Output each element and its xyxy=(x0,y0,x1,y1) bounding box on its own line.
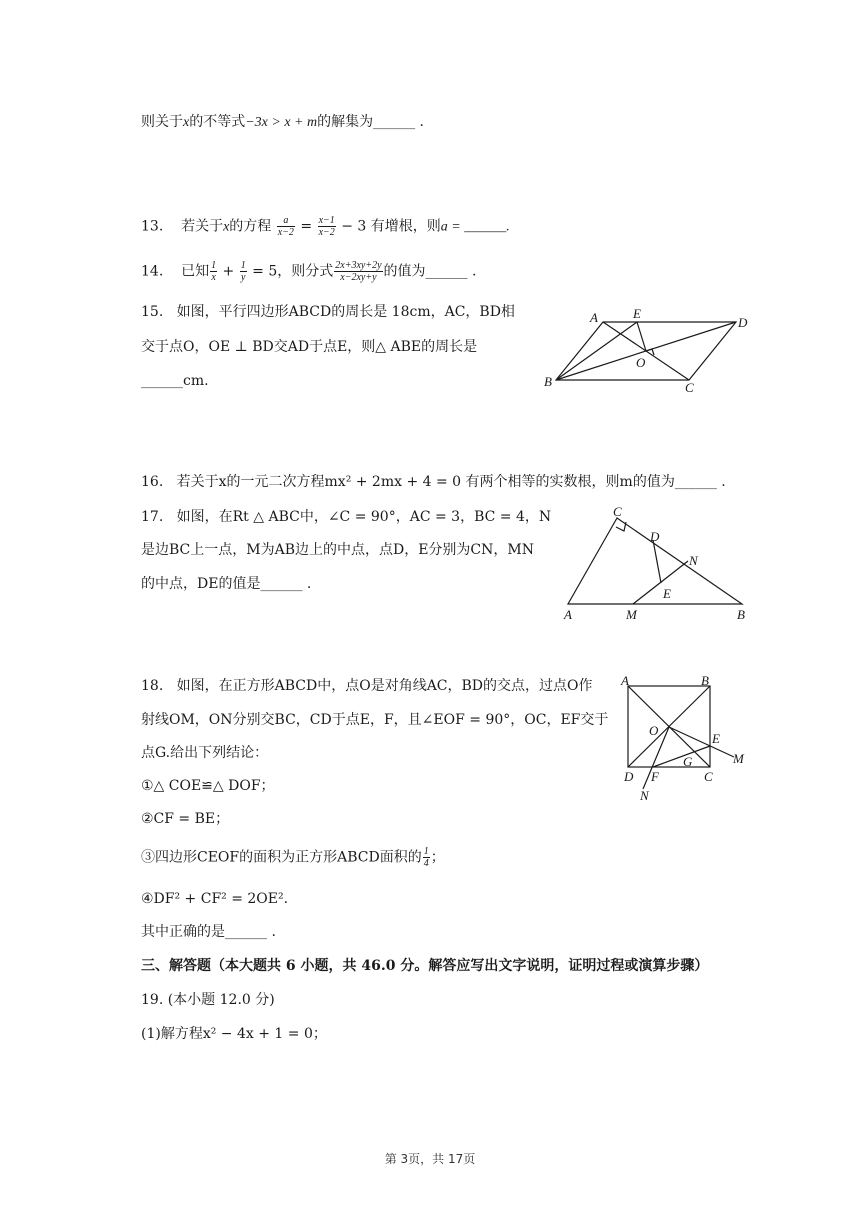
q13-f1-den: x−2 xyxy=(277,227,294,238)
c3-suffix: ； xyxy=(430,849,445,866)
parallelogram-figure xyxy=(538,305,758,397)
label-f: F xyxy=(651,769,659,784)
q14-f2-den: y xyxy=(240,272,246,283)
segment-de xyxy=(653,540,661,583)
label-n: N xyxy=(689,553,698,568)
label-m: M xyxy=(626,607,637,622)
q13-equals: = xyxy=(300,218,313,235)
q14-f3-den: x−2xy+y xyxy=(340,272,377,283)
label-e: E xyxy=(663,586,671,601)
question-18-line-3: 点G.给出下列结论： xyxy=(141,745,269,761)
q13-fraction-1 xyxy=(277,215,295,238)
q14-fraction-3 xyxy=(334,260,382,283)
q14-f2-num: 1 xyxy=(240,260,246,271)
question-17-line-2: 是边BC上一点，M为AB边上的中点，点D，E分别为CN，MN xyxy=(141,542,534,558)
conclusion-2: ②CF = BE； xyxy=(141,811,230,827)
conclusion-3 xyxy=(141,846,445,869)
c3-fraction xyxy=(423,846,430,869)
label-c: C xyxy=(613,505,622,519)
q12-expr: −3x > x + m xyxy=(245,115,318,130)
q15-number: 15. xyxy=(141,304,164,320)
label-d: D xyxy=(624,769,634,784)
q15-text-1: 如图，平行四边形ABCD的周长是 18cm，AC，BD相 xyxy=(176,304,515,320)
label-e: E xyxy=(633,306,641,321)
c3-prefix: ③四边形CEOF的面积为正方形ABCD面积的 xyxy=(141,849,422,866)
label-d: D xyxy=(738,315,748,330)
q14-fraction-2 xyxy=(240,260,247,283)
q12-suffix: 的解集为______ . xyxy=(317,114,425,130)
question-15-line-1 xyxy=(141,302,515,322)
q13-prefix: 若关于 xyxy=(181,218,224,235)
q18-ask: 其中正确的是______ . xyxy=(141,924,276,940)
q17-number: 17. xyxy=(141,509,164,525)
conclusion-4: ④DF² + CF² = 2OE². xyxy=(141,891,289,907)
right-triangle-figure xyxy=(556,505,756,625)
q12-tail-line xyxy=(141,112,424,133)
question-17-line-3: 的中点，DE的值是______ . xyxy=(141,576,312,592)
q13-f2-den: x−2 xyxy=(318,227,335,238)
c3-den: 4 xyxy=(423,858,429,869)
c3-num: 1 xyxy=(423,846,429,857)
label-c: C xyxy=(685,380,694,395)
q17-text-1: 如图，在Rt △ ABC中，∠C = 90°，AC = 3，BC = 4，N xyxy=(176,509,552,525)
q12-prefix: 则关于 xyxy=(141,114,183,130)
q13-answer: a = ______. xyxy=(440,219,510,235)
label-n: N xyxy=(640,788,649,803)
q13-number: 13. xyxy=(141,218,164,235)
label-d: D xyxy=(650,529,660,544)
question-13 xyxy=(141,215,510,238)
label-b: B xyxy=(701,673,709,688)
label-a: A xyxy=(564,607,572,622)
label-g: G xyxy=(683,754,693,769)
q14-plus: + xyxy=(222,263,235,280)
question-15-line-2: 交于点O，OE ⊥ BD交AD于点E，则△ ABE的周长是 xyxy=(141,339,478,355)
q14-tail: 的值为______ . xyxy=(383,263,477,280)
page-footer: 第 3页，共 17页 xyxy=(384,1152,476,1166)
q13-f2-num: x−1 xyxy=(318,215,335,226)
label-b: B xyxy=(544,374,552,389)
q13-mid: 的方程 xyxy=(229,218,272,235)
label-b: B xyxy=(737,607,745,622)
question-19-header: 19. (本小题 12.0 分) xyxy=(141,992,275,1008)
q16-number: 16. xyxy=(141,474,164,490)
q16-text: 若关于x的一元二次方程mx² + 2mx + 4 = 0 有两个相等的实数根，则m的值为______ . xyxy=(176,474,726,490)
square-figure xyxy=(618,672,758,806)
question-15-line-3: ______cm. xyxy=(141,373,209,389)
label-e: E xyxy=(712,731,720,746)
q14-f1-den: x xyxy=(211,272,216,283)
question-17-line-1 xyxy=(141,507,551,527)
q13-fraction-2 xyxy=(318,215,336,238)
q13-var: x xyxy=(223,219,230,235)
q14-fraction-1 xyxy=(210,260,217,283)
conclusion-1: ①△ COE≌△ DOF； xyxy=(141,778,275,794)
label-c: C xyxy=(704,769,713,784)
q14-number: 14. xyxy=(141,263,164,280)
q14-prefix: 已知 xyxy=(181,263,210,280)
section-3-heading: 三、解答题（本大题共 6 小题，共 46.0 分。解答应写出文字说明，证明过程或演算步骤） xyxy=(141,958,709,974)
q12-var: x xyxy=(183,115,190,130)
question-18-line-1 xyxy=(141,676,593,696)
q13-tail: − 3 有增根，则 xyxy=(341,218,441,235)
label-a: A xyxy=(621,673,629,688)
q18-text-1: 如图，在正方形ABCD中，点O是对角线AC，BD的交点，过点O作 xyxy=(176,678,593,694)
question-18-line-2: 射线OM，ON分别交BC，CD于点E，F，且∠EOF = 90°，OC，EF交于 xyxy=(141,712,609,728)
q18-number: 18. xyxy=(141,678,164,694)
label-o: O xyxy=(636,355,646,370)
label-o: O xyxy=(649,723,659,738)
question-16 xyxy=(141,472,726,492)
q12-mid: 的不等式 xyxy=(189,114,246,130)
ray-om xyxy=(669,727,734,757)
q14-f3-num: 2x+3xy+2y xyxy=(335,260,382,271)
segment-ef xyxy=(653,746,710,767)
q14-eq: = 5，则分式 xyxy=(252,263,334,280)
label-a: A xyxy=(590,310,598,325)
q13-f1-num: a xyxy=(277,215,295,227)
q14-f1-num: 1 xyxy=(211,260,217,271)
segment-oe xyxy=(637,322,646,351)
label-m: M xyxy=(733,751,744,766)
question-19-part-1: (1)解方程x² − 4x + 1 = 0； xyxy=(141,1026,327,1042)
question-14 xyxy=(141,260,476,283)
